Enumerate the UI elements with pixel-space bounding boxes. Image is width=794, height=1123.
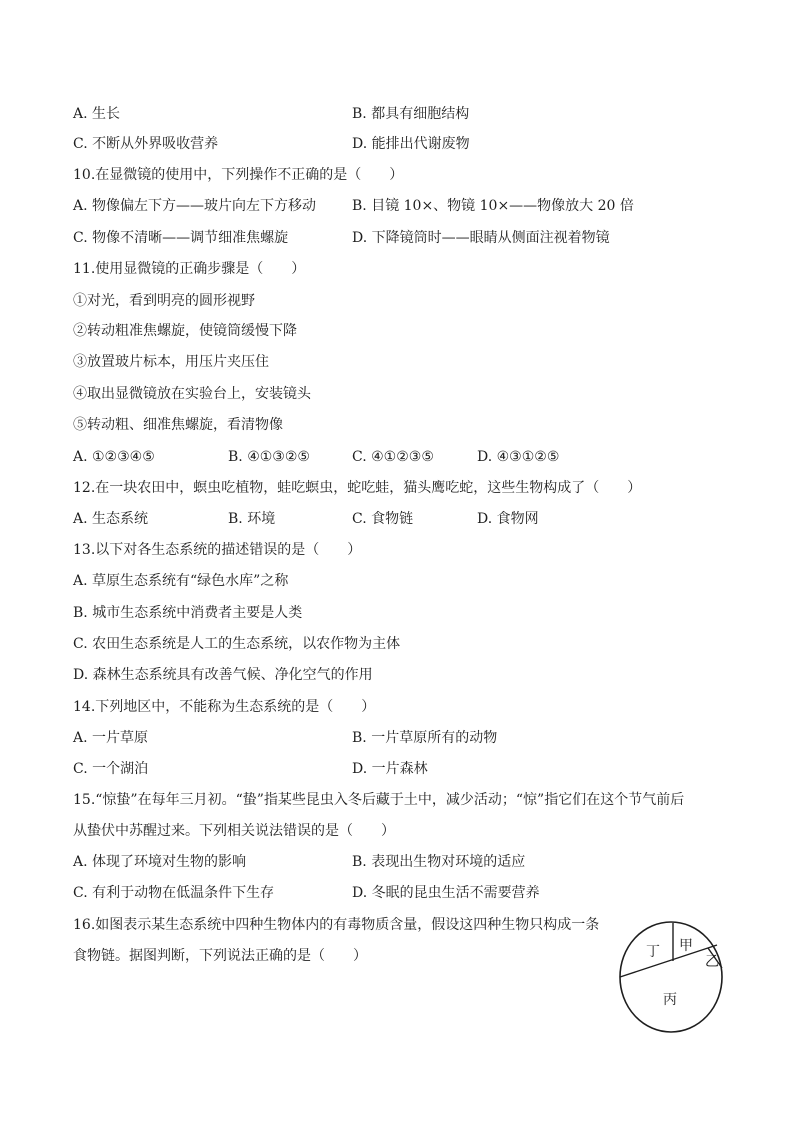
q12-option-a: A. 生态系统 <box>73 511 149 527</box>
q13-option-b: B. 城市生态系统中消费者主要是人类 <box>73 605 303 621</box>
q9-option-b: B. 都具有细胞结构 <box>352 106 470 122</box>
q15-option-a: A. 体现了环境对生物的影响 <box>73 854 247 870</box>
q11-step-2: ②转动粗准焦螺旋，使镜筒缓慢下降 <box>73 323 297 339</box>
q11-step-3: ③放置玻片标本，用压片夹压住 <box>73 354 269 370</box>
q13-stem: 13.以下对各生态系统的描述错误的是（ ） <box>73 542 362 558</box>
q9-option-a: A. 生长 <box>73 106 121 122</box>
q12-option-d: D. 食物网 <box>477 511 539 527</box>
q11-step-5: ⑤转动粗、细准焦螺旋，看清物像 <box>73 417 283 433</box>
q11-option-b: B. ④①③②⑤ <box>228 449 310 465</box>
q14-option-b: B. 一片草原所有的动物 <box>352 730 498 746</box>
q10-option-c: C. 物像不清晰——调节细准焦螺旋 <box>73 230 289 246</box>
q15-stem-line-2: 从蛰伏中苏醒过来。下列相关说法错误的是（ ） <box>73 823 395 839</box>
q9-option-d: D. 能排出代谢废物 <box>352 136 470 152</box>
q16-stem-line-1: 16.如图表示某生态系统中四种生物体内的有毒物质含量，假设这四种生物只构成一条 <box>73 917 600 933</box>
q9-option-c: C. 不断从外界吸收营养 <box>73 136 219 152</box>
q12-option-c: C. 食物链 <box>352 511 414 527</box>
q16-pie-diagram <box>616 918 726 1038</box>
pie-label-bing: 丙 <box>663 992 677 1008</box>
q11-step-4: ④取出显微镜放在实验台上，安装镜头 <box>73 386 311 402</box>
q11-option-d: D. ④③①②⑤ <box>477 449 560 465</box>
q12-option-b: B. 环境 <box>228 511 276 527</box>
q13-option-d: D. 森林生态系统具有改善气候、净化空气的作用 <box>73 667 373 683</box>
q13-option-c: C. 农田生态系统是人工的生态系统，以农作物为主体 <box>73 636 401 652</box>
q13-option-a: A. 草原生态系统有“绿色水库”之称 <box>73 573 289 589</box>
q11-step-1: ①对光，看到明亮的圆形视野 <box>73 293 255 309</box>
q15-option-d: D. 冬眠的昆虫生活不需要营养 <box>352 885 540 901</box>
pie-divider-main <box>620 945 717 977</box>
q11-option-a: A. ①②③④⑤ <box>73 449 155 465</box>
q10-stem: 10.在显微镜的使用中，下列操作不正确的是（ ） <box>73 167 404 183</box>
q15-option-b: B. 表现出生物对环境的适应 <box>352 854 526 870</box>
q10-option-b: B. 目镜 10×、物镜 10×——物像放大 20 倍 <box>352 198 634 214</box>
pie-label-jia: 甲 <box>679 938 693 954</box>
pie-outline <box>620 922 722 1032</box>
q14-stem: 14.下列地区中，不能称为生态系统的是（ ） <box>73 699 376 715</box>
q12-stem: 12.在一块农田中，螟虫吃植物，蛙吃螟虫，蛇吃蛙，猫头鹰吃蛇，这些生物构成了（ ） <box>73 480 642 496</box>
pie-label-ding: 丁 <box>646 944 660 960</box>
q16-stem-line-2: 食物链。据图判断，下列说法正确的是（ ） <box>73 948 367 964</box>
q10-option-a: A. 物像偏左下方——玻片向左下方移动 <box>73 198 317 214</box>
pie-label-yi: 乙 <box>705 954 719 970</box>
q15-stem-line-1: 15.“惊蛰”在每年三月初。“蛰”指某些昆虫入冬后藏于土中，减少活动；“惊”指它们在这个节气前后 <box>73 792 685 808</box>
q11-stem: 11.使用显微镜的正确步骤是（ ） <box>73 261 306 277</box>
q14-option-d: D. 一片森林 <box>352 761 428 777</box>
q11-option-c: C. ④①②③⑤ <box>352 449 434 465</box>
q10-option-d: D. 下降镜筒时——眼睛从侧面注视着物镜 <box>352 230 610 246</box>
q14-option-c: C. 一个湖泊 <box>73 761 149 777</box>
q15-option-c: C. 有利于动物在低温条件下生存 <box>73 885 275 901</box>
q14-option-a: A. 一片草原 <box>73 730 149 746</box>
